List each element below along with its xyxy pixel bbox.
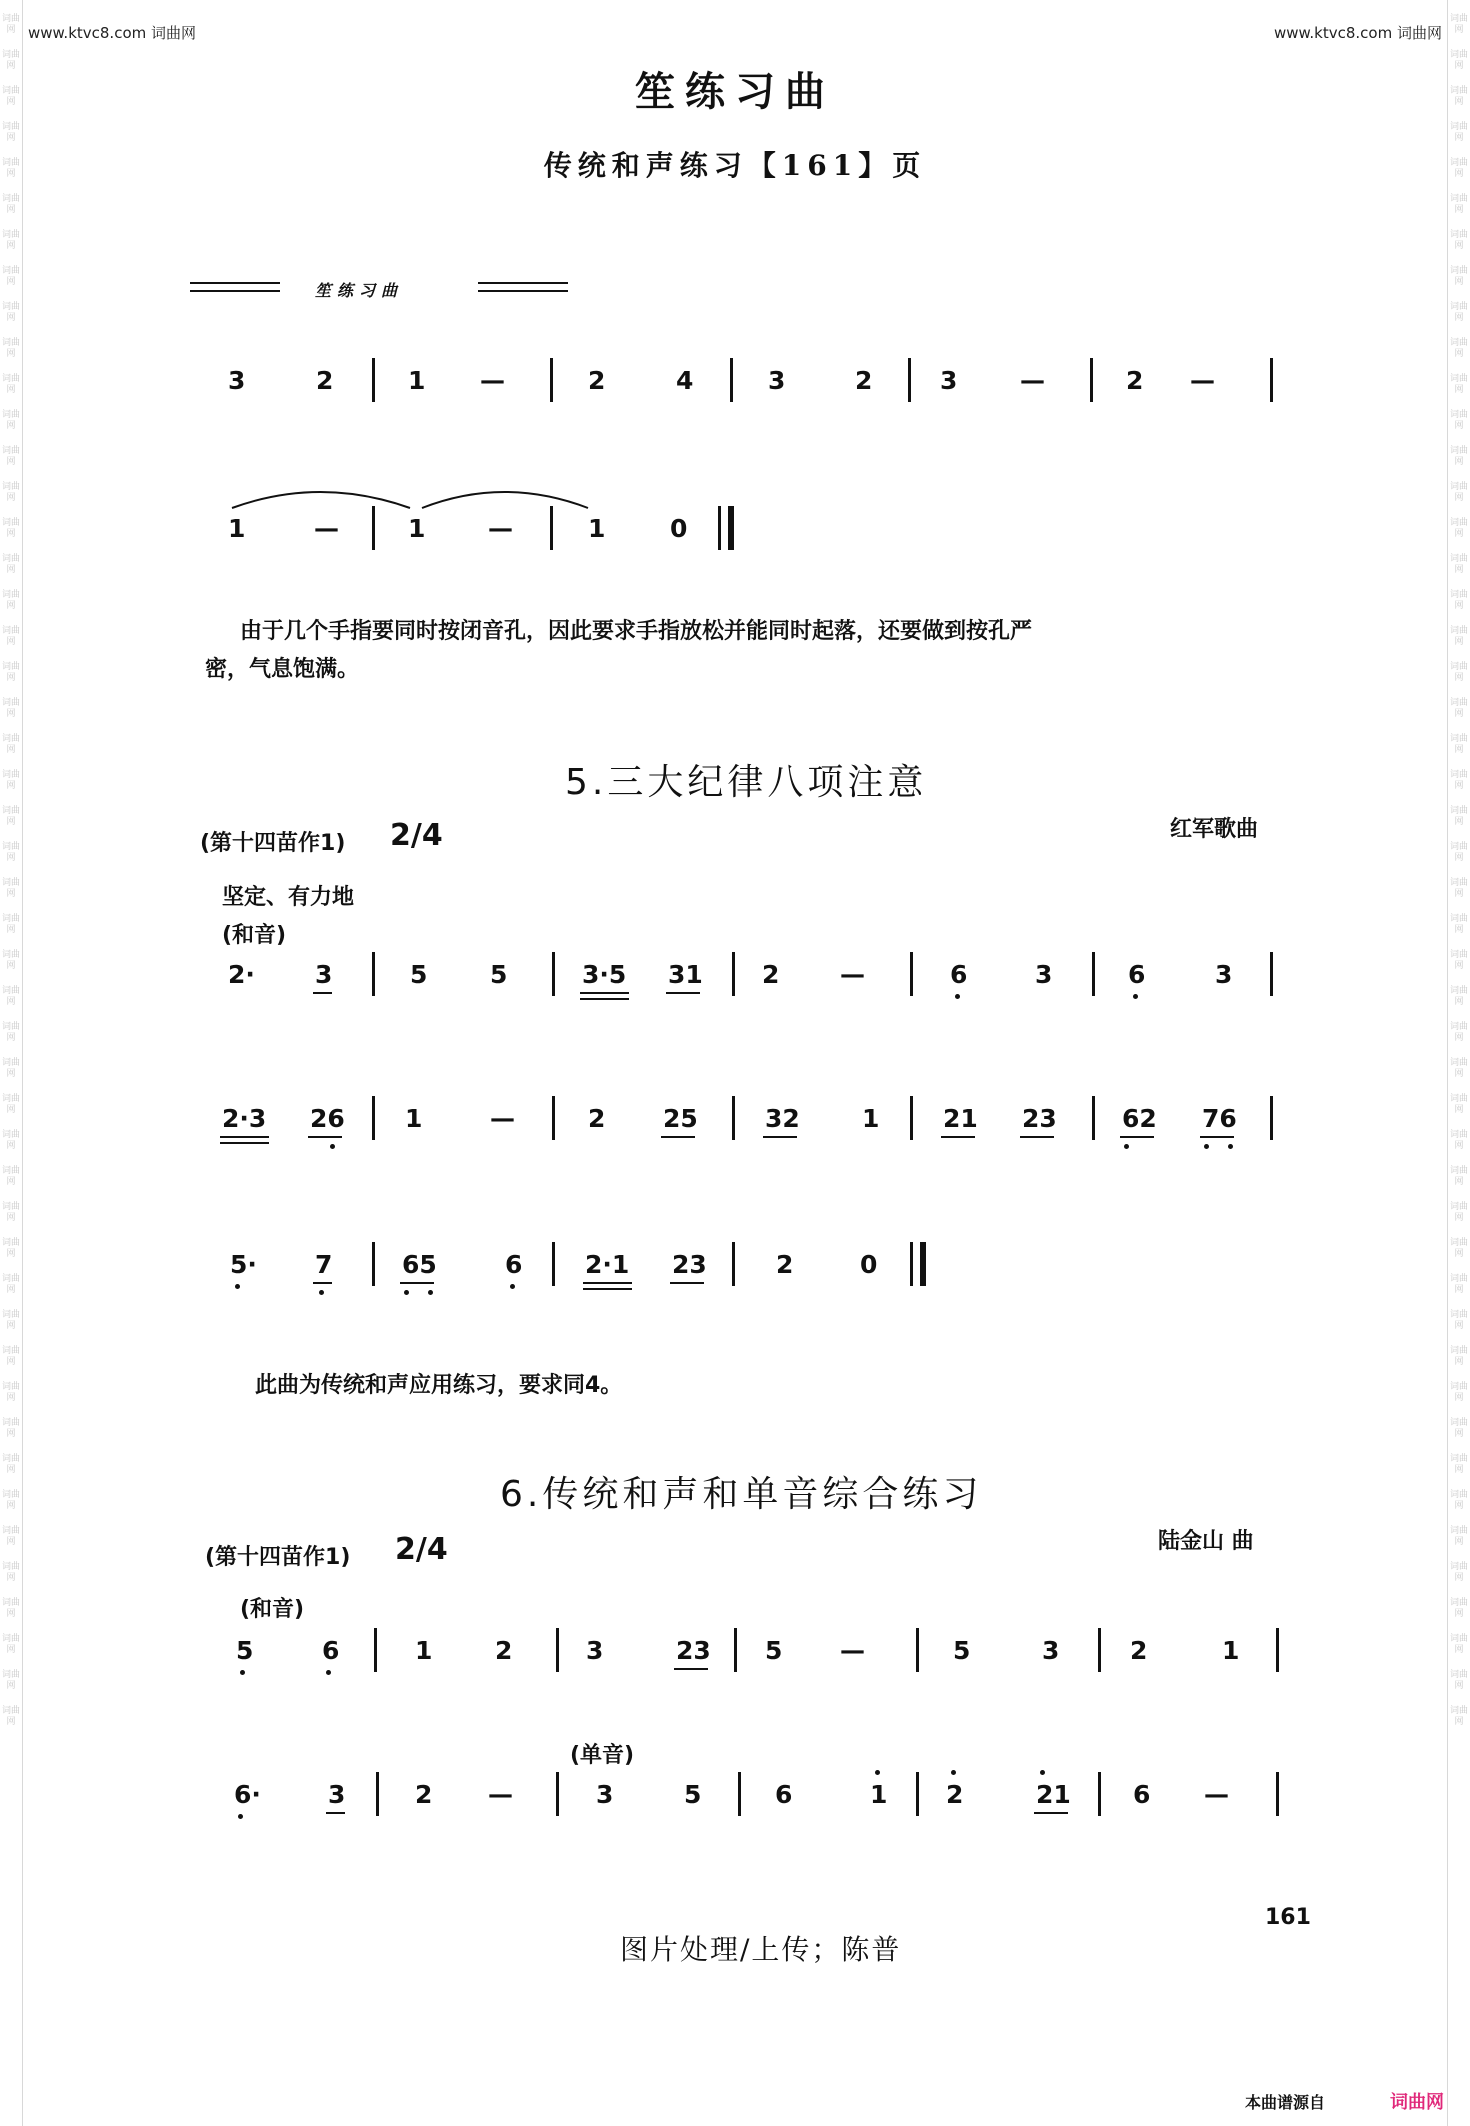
- note: 5: [684, 1780, 702, 1809]
- watermark-text: 词曲网: [1, 50, 20, 71]
- note: 32: [765, 1104, 800, 1133]
- barline: [910, 1096, 913, 1140]
- watermark-text: 词曲网: [1449, 86, 1468, 107]
- note: —: [1020, 366, 1045, 395]
- note: 2: [1126, 366, 1144, 395]
- underline: [1034, 1812, 1068, 1814]
- note: —: [490, 1104, 515, 1133]
- section5-tempo: 坚定、有力地: [222, 885, 355, 910]
- barline: [728, 506, 734, 550]
- watermark-text: 词曲网: [1, 806, 20, 827]
- barline: [916, 1772, 919, 1816]
- note: 1: [862, 1104, 880, 1133]
- barline: [1098, 1628, 1101, 1672]
- watermark-text: 词曲网: [1, 842, 20, 863]
- watermark-text: 词曲网: [1449, 1130, 1468, 1151]
- watermark-text: 词曲网: [1, 302, 20, 323]
- watermark-text: 词曲网: [1449, 14, 1468, 35]
- note: 2·: [228, 960, 255, 989]
- underline: [661, 1136, 695, 1138]
- note: 6: [1128, 960, 1146, 989]
- watermark-text: 词曲网: [1, 734, 20, 755]
- watermark-text: 词曲网: [1449, 302, 1468, 323]
- note: 3: [596, 1780, 614, 1809]
- note: 3: [315, 960, 333, 989]
- watermark-text: 词曲网: [1449, 1670, 1468, 1691]
- underline: [1120, 1136, 1154, 1138]
- page-title: 笙练习曲: [635, 68, 835, 115]
- note: —: [488, 514, 513, 543]
- watermark-text: 词曲网: [1449, 950, 1468, 971]
- barline: [732, 1096, 735, 1140]
- note: 6: [322, 1636, 340, 1665]
- note: —: [314, 514, 339, 543]
- underline: [670, 1282, 704, 1284]
- watermark-text: 词曲网: [1449, 698, 1468, 719]
- note: 1: [415, 1636, 433, 1665]
- section5-title: 5.三大纪律八项注意: [565, 762, 928, 803]
- watermark-text: 词曲网: [1449, 482, 1468, 503]
- note: 3: [1035, 960, 1053, 989]
- note: 7: [315, 1250, 333, 1279]
- right-watermark-strip: [1447, 0, 1470, 2126]
- low-octave-dot: [428, 1290, 433, 1295]
- underline: [666, 992, 700, 994]
- watermark-text: 词曲网: [1, 1094, 20, 1115]
- underline: [1200, 1136, 1234, 1138]
- note: 3: [1042, 1636, 1060, 1665]
- low-octave-dot: [326, 1670, 331, 1675]
- bookmark-label: 笙练习曲: [315, 281, 404, 300]
- watermark-text: 词曲网: [1, 1598, 20, 1619]
- section6-part1-label: (和音): [240, 1597, 305, 1622]
- note: —: [840, 960, 865, 989]
- note: 2: [855, 366, 873, 395]
- note: 23: [672, 1250, 707, 1279]
- watermark-text: 词曲网: [1449, 446, 1468, 467]
- note: 5: [490, 960, 508, 989]
- barline: [372, 1242, 375, 1286]
- watermark-text: 词曲网: [1449, 1634, 1468, 1655]
- watermark-text: 词曲网: [1, 1706, 20, 1727]
- watermark-text: 词曲网: [1449, 842, 1468, 863]
- note: 5: [953, 1636, 971, 1665]
- note: 5: [236, 1636, 254, 1665]
- barline: [1270, 358, 1273, 402]
- note: —: [488, 1780, 513, 1809]
- barline: [550, 506, 553, 550]
- footer-source-label: 本曲谱源自: [1245, 2093, 1326, 2112]
- note: 21: [1036, 1780, 1071, 1809]
- note: 3: [328, 1780, 346, 1809]
- watermark-text: 词曲网: [1, 1058, 20, 1079]
- note: 2: [495, 1636, 513, 1665]
- note: —: [1190, 366, 1215, 395]
- watermark-text: 词曲网: [1, 986, 20, 1007]
- note: 4: [676, 366, 694, 395]
- note: —: [480, 366, 505, 395]
- watermark-text: 词曲网: [1449, 1562, 1468, 1583]
- watermark-text: 词曲网: [1, 230, 20, 251]
- note: 6: [950, 960, 968, 989]
- barline: [920, 1242, 926, 1286]
- watermark-text: 词曲网: [1, 410, 20, 431]
- barline: [1276, 1772, 1279, 1816]
- note: 31: [668, 960, 703, 989]
- watermark-text: 词曲网: [1, 1202, 20, 1223]
- exercise-note-line1: 由于几个手指要同时按闭音孔，因此要求手指放松并能同时起落，还要做到按孔严: [240, 619, 1033, 644]
- barline: [372, 358, 375, 402]
- note: 2: [316, 366, 334, 395]
- barline: [916, 1628, 919, 1672]
- watermark-text: 词曲网: [1, 518, 20, 539]
- note: 2: [588, 366, 606, 395]
- barline: [1092, 1096, 1095, 1140]
- underline: [313, 1282, 332, 1284]
- watermark-text: 词曲网: [1449, 914, 1468, 935]
- image-credit: 图片处理/上传；陈普: [620, 1933, 902, 1966]
- low-octave-dot: [319, 1290, 324, 1295]
- note: 3: [1215, 960, 1233, 989]
- watermark-text: 词曲网: [1, 698, 20, 719]
- slur: [230, 482, 420, 512]
- watermark-text: 词曲网: [1449, 1706, 1468, 1727]
- watermark-text: 词曲网: [1449, 806, 1468, 827]
- barline: [718, 506, 721, 550]
- barline: [732, 952, 735, 996]
- bookmark-right-rule: [478, 282, 568, 296]
- watermark-text: 词曲网: [1, 1454, 20, 1475]
- watermark-text: 词曲网: [1449, 1238, 1468, 1259]
- underline: [308, 1136, 342, 1138]
- note: 3: [228, 366, 246, 395]
- high-octave-dot: [1040, 1770, 1045, 1775]
- note: —: [840, 1636, 865, 1665]
- watermark-text: 词曲网: [1, 1238, 20, 1259]
- low-octave-dot: [404, 1290, 409, 1295]
- note: 23: [1022, 1104, 1057, 1133]
- watermark-text: 词曲网: [1449, 158, 1468, 179]
- watermark-text: 词曲网: [1449, 734, 1468, 755]
- high-octave-dot: [951, 1770, 956, 1775]
- section6-title: 6.传统和声和单音综合练习: [500, 1474, 983, 1515]
- watermark-text: 词曲网: [1, 338, 20, 359]
- underline: [220, 1136, 269, 1138]
- underline: [580, 992, 629, 994]
- watermark-text: 词曲网: [1449, 554, 1468, 575]
- watermark-text: 词曲网: [1, 1166, 20, 1187]
- watermark-text: 词曲网: [1, 1022, 20, 1043]
- watermark-text: 词曲网: [1449, 1022, 1468, 1043]
- barline: [556, 1772, 559, 1816]
- watermark-text: 词曲网: [1, 1130, 20, 1151]
- section5-time-signature: 2/4: [390, 818, 443, 853]
- watermark-text: 词曲网: [1, 1310, 20, 1331]
- low-octave-dot: [238, 1814, 243, 1819]
- note: 6·: [234, 1780, 261, 1809]
- note: 65: [402, 1250, 437, 1279]
- watermark-text: 词曲网: [1, 122, 20, 143]
- watermark-text: 词曲网: [1449, 338, 1468, 359]
- low-octave-dot: [330, 1144, 335, 1149]
- underline: [220, 1142, 269, 1144]
- note: 6: [1133, 1780, 1151, 1809]
- watermark-text: 词曲网: [1449, 878, 1468, 899]
- note: 2: [588, 1104, 606, 1133]
- barline: [910, 952, 913, 996]
- watermark-text: 词曲网: [1, 1634, 20, 1655]
- watermark-text: 词曲网: [1449, 1274, 1468, 1295]
- watermark-text: 词曲网: [1, 914, 20, 935]
- section5-instrument: (第十四苗作1): [200, 831, 346, 856]
- low-octave-dot: [1124, 1144, 1129, 1149]
- footer-site-link[interactable]: 词曲网: [1390, 2092, 1444, 2113]
- watermark-text: 词曲网: [1449, 518, 1468, 539]
- low-octave-dot: [1133, 994, 1138, 999]
- watermark-text: 词曲网: [1, 1274, 20, 1295]
- note: 21: [943, 1104, 978, 1133]
- barline: [372, 952, 375, 996]
- barline: [550, 358, 553, 402]
- watermark-text: 词曲网: [1, 1346, 20, 1367]
- barline: [910, 1242, 913, 1286]
- note: 2·1: [585, 1250, 630, 1279]
- low-octave-dot: [510, 1284, 515, 1289]
- high-octave-dot: [875, 1770, 880, 1775]
- barline: [1270, 952, 1273, 996]
- barline: [372, 506, 375, 550]
- note: 1: [408, 514, 426, 543]
- note: 26: [310, 1104, 345, 1133]
- low-octave-dot: [955, 994, 960, 999]
- watermark-text: 词曲网: [1449, 1310, 1468, 1331]
- note: 3: [768, 366, 786, 395]
- bookmark-left-rule: [190, 282, 280, 296]
- note: 6: [505, 1250, 523, 1279]
- watermark-text: 词曲网: [1449, 122, 1468, 143]
- barline: [1098, 1772, 1101, 1816]
- underline: [674, 1668, 708, 1670]
- underline: [583, 1282, 632, 1284]
- note: 1: [588, 514, 606, 543]
- barline: [730, 358, 733, 402]
- underline: [941, 1136, 975, 1138]
- watermark-text: 词曲网: [1449, 626, 1468, 647]
- watermark-text: 词曲网: [1, 86, 20, 107]
- watermark-text: 词曲网: [1, 770, 20, 791]
- watermark-text: 词曲网: [1449, 1382, 1468, 1403]
- barline: [556, 1628, 559, 1672]
- note: 5: [765, 1636, 783, 1665]
- section5-part-label: (和音): [222, 923, 287, 948]
- barline: [1092, 952, 1095, 996]
- barline: [1090, 358, 1093, 402]
- watermark-text: 词曲网: [1449, 1202, 1468, 1223]
- note: 5·: [230, 1250, 257, 1279]
- watermark-text: 词曲网: [1, 482, 20, 503]
- barline: [372, 1096, 375, 1140]
- barline: [908, 358, 911, 402]
- watermark-text: 词曲网: [1, 1418, 20, 1439]
- watermark-text: 词曲网: [1449, 266, 1468, 287]
- watermark-text: 词曲网: [1449, 1490, 1468, 1511]
- watermark-text: 词曲网: [1449, 1418, 1468, 1439]
- watermark-text: 词曲网: [1449, 1454, 1468, 1475]
- watermark-text: 词曲网: [1449, 1094, 1468, 1115]
- watermark-text: 词曲网: [1, 14, 20, 35]
- underline: [326, 1812, 345, 1814]
- note: 25: [663, 1104, 698, 1133]
- underline: [763, 1136, 797, 1138]
- note: 1: [228, 514, 246, 543]
- watermark-text: 词曲网: [1, 374, 20, 395]
- watermark-text: 词曲网: [1, 662, 20, 683]
- section6-instrument: (第十四苗作1): [205, 1545, 351, 1570]
- watermark-text: 词曲网: [1, 878, 20, 899]
- note: 1: [405, 1104, 423, 1133]
- watermark-text: 词曲网: [1, 194, 20, 215]
- underline: [583, 1288, 632, 1290]
- slur: [420, 482, 598, 512]
- note: 3: [586, 1636, 604, 1665]
- barline: [552, 1242, 555, 1286]
- low-octave-dot: [235, 1284, 240, 1289]
- note: 3: [940, 366, 958, 395]
- barline: [1276, 1628, 1279, 1672]
- underline: [313, 992, 332, 994]
- watermark-text: 词曲网: [1, 1490, 20, 1511]
- low-octave-dot: [240, 1670, 245, 1675]
- watermark-text: 词曲网: [1449, 230, 1468, 251]
- page-number: 161: [1265, 1905, 1311, 1930]
- watermark-text: 词曲网: [1449, 194, 1468, 215]
- page-subtitle: 传统和声练习【161】页: [543, 149, 927, 182]
- underline: [400, 1282, 434, 1284]
- watermark-text: 词曲网: [1449, 1526, 1468, 1547]
- watermark-text: 词曲网: [1449, 1058, 1468, 1079]
- note: 3·5: [582, 960, 627, 989]
- watermark-text: 词曲网: [1, 950, 20, 971]
- note: 6: [775, 1780, 793, 1809]
- underline: [1020, 1136, 1054, 1138]
- note: 2·3: [222, 1104, 267, 1133]
- watermark-text: 词曲网: [1, 626, 20, 647]
- section5-note: 此曲为传统和声应用练习，要求同4。: [255, 1373, 623, 1398]
- watermark-text: 词曲网: [1449, 374, 1468, 395]
- note: 1: [408, 366, 426, 395]
- barline: [552, 952, 555, 996]
- watermark-text: 词曲网: [1449, 590, 1468, 611]
- note: 62: [1122, 1104, 1157, 1133]
- barline: [1270, 1096, 1273, 1140]
- low-octave-dot: [1228, 1144, 1233, 1149]
- watermark-text: 词曲网: [1, 266, 20, 287]
- note: 5: [410, 960, 428, 989]
- barline: [552, 1096, 555, 1140]
- watermark-text: 词曲网: [1449, 50, 1468, 71]
- watermark-text: 词曲网: [1, 1670, 20, 1691]
- note: —: [1204, 1780, 1229, 1809]
- watermark-text: 词曲网: [1, 1562, 20, 1583]
- note: 2: [776, 1250, 794, 1279]
- watermark-text: 词曲网: [1, 554, 20, 575]
- header-right-url: www.ktvc8.com 词曲网: [1273, 24, 1442, 42]
- header-left-url: www.ktvc8.com 词曲网: [28, 24, 197, 42]
- watermark-text: 词曲网: [1449, 1598, 1468, 1619]
- note: 0: [860, 1250, 878, 1279]
- watermark-text: 词曲网: [1, 1382, 20, 1403]
- low-octave-dot: [1204, 1144, 1209, 1149]
- section6-composer: 陆金山 曲: [1158, 1529, 1254, 1554]
- note: 1: [870, 1780, 888, 1809]
- exercise-note-line2: 密，气息饱满。: [205, 657, 360, 682]
- section5-composer: 红军歌曲: [1170, 817, 1259, 842]
- watermark-text: 词曲网: [1449, 986, 1468, 1007]
- watermark-text: 词曲网: [1449, 1166, 1468, 1187]
- note: 2: [946, 1780, 964, 1809]
- underline: [580, 998, 629, 1000]
- watermark-text: 词曲网: [1449, 410, 1468, 431]
- watermark-text: 词曲网: [1, 446, 20, 467]
- watermark-text: 词曲网: [1, 590, 20, 611]
- barline: [734, 1628, 737, 1672]
- note: 0: [670, 514, 688, 543]
- watermark-text: 词曲网: [1449, 1346, 1468, 1367]
- note: 76: [1202, 1104, 1237, 1133]
- barline: [738, 1772, 741, 1816]
- left-watermark-strip: [0, 0, 23, 2126]
- watermark-text: 词曲网: [1449, 770, 1468, 791]
- watermark-text: 词曲网: [1, 1526, 20, 1547]
- note: 1: [1222, 1636, 1240, 1665]
- section6-time-signature: 2/4: [395, 1532, 448, 1567]
- note: 2: [1130, 1636, 1148, 1665]
- watermark-text: 词曲网: [1, 158, 20, 179]
- barline: [376, 1772, 379, 1816]
- note: 23: [676, 1636, 711, 1665]
- barline: [732, 1242, 735, 1286]
- note: 2: [762, 960, 780, 989]
- section6-part2-label: (单音): [570, 1743, 635, 1768]
- watermark-text: 词曲网: [1449, 662, 1468, 683]
- note: 2: [415, 1780, 433, 1809]
- barline: [374, 1628, 377, 1672]
